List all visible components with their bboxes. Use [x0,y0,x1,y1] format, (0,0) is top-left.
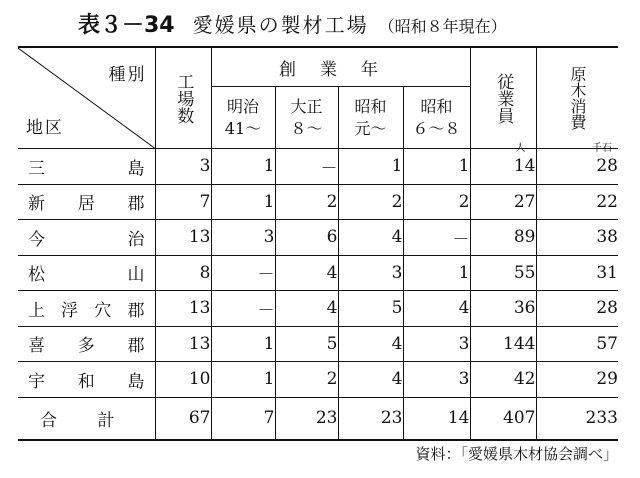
cell-employees: 55 [470,255,536,291]
cell-employees: 27 [470,184,536,220]
cell-timber: 57 [536,326,618,362]
cell-meiji: 1 [211,149,275,185]
area-name: 松 山 [18,255,155,291]
unit-employees: 人 [515,143,526,154]
header-kind-label: 種別 [108,65,147,85]
cell-factories: 7 [155,184,211,220]
cell-timber: 38 [536,220,618,256]
cell-employees: 人 14 [470,149,536,185]
total-meiji: 7 [211,397,275,440]
table-caption: 愛媛県の製材工場 [192,13,369,37]
cell-taisho: 2 [275,184,338,220]
cell-meiji: 1 [211,326,275,362]
header-corner-cell [18,47,155,149]
cell-employees: 89 [470,220,536,256]
header-founding-year: 創業年 [211,47,470,87]
table-body [18,143,618,398]
cell-showa1: 2 [338,184,403,220]
cell-meiji: － [211,291,275,327]
cell-factories: 13 [155,220,211,256]
cell-taisho: 4 [275,255,338,291]
cell-showa6: 4 [403,291,470,327]
cell-taisho: 5 [275,326,338,362]
cell-taisho: 6 [275,220,338,256]
cell-showa1: 3 [338,255,403,291]
header-factories: 工場数 [155,47,211,149]
table-row [18,184,618,220]
cell-employees: 144 [470,326,536,362]
header-period-taisho: 大正 ８～ [275,87,338,149]
sawmill-table [18,46,618,441]
cell-showa6: 1 [403,149,470,185]
total-showa1: 23 [338,397,403,440]
total-showa6: 14 [403,397,470,440]
cell-factories: 10 [155,362,211,398]
header-period-showa1: 昭和 元～ [338,87,403,149]
cell-factories: 3 [155,149,211,185]
total-taisho: 23 [275,397,338,440]
area-name: 三 島 [18,149,155,185]
total-row [18,397,618,440]
cell-factories: 13 [155,291,211,327]
total-factories: 67 [155,397,211,440]
cell-showa6: 3 [403,362,470,398]
cell-meiji: 1 [211,184,275,220]
cell-factories: 8 [155,255,211,291]
table-row [18,220,618,256]
area-name: 新 居 郡 [18,184,155,220]
source-note: 資料：「愛媛県木材協会調べ」 [415,445,618,463]
cell-timber: 28 [536,291,618,327]
cell-employees: 36 [470,291,536,327]
cell-showa1: 4 [338,326,403,362]
cell-meiji: 1 [211,362,275,398]
table-title [78,8,507,40]
area-name: 喜 多 郡 [18,326,155,362]
header-employees: 従業員 [470,47,536,149]
table-row [18,149,618,185]
cell-timber: 31 [536,255,618,291]
cell-taisho: － [275,149,338,185]
table-row [18,326,618,362]
table-row [18,291,618,327]
table-date-note: （昭和８年現在） [378,17,507,36]
cell-factories: 13 [155,326,211,362]
header-area-label: 地区 [26,118,64,138]
cell-showa1: 4 [338,362,403,398]
cell-timber: 29 [536,362,618,398]
cell-meiji: 3 [211,220,275,256]
cell-showa1: 5 [338,291,403,327]
cell-timber: 22 [536,184,618,220]
total-timber: 233 [536,397,618,440]
cell-showa6: 1 [403,255,470,291]
cell-timber: 千石 28 [536,149,618,185]
cell-showa6: 2 [403,184,470,220]
table-row [18,255,618,291]
area-name: 宇 和 島 [18,362,155,398]
cell-taisho: 2 [275,362,338,398]
cell-showa6: 3 [403,326,470,362]
cell-taisho: 4 [275,291,338,327]
header-row-top [18,47,618,87]
total-employees: 407 [470,397,536,440]
header-period-showa6: 昭和 ６～８ [403,87,470,149]
total-label: 合 計 [18,397,155,440]
table-number: 表３－34 [78,13,175,38]
header-period-meiji: 明治 41～ [211,87,275,149]
area-name: 上 浮 穴 郡 [18,291,155,327]
cell-showa1: 1 [338,149,403,185]
header-timber: 原木消費 [536,47,618,149]
area-name: 今 治 [18,220,155,256]
cell-showa6: － [403,220,470,256]
data-table-container [18,46,618,430]
unit-timber: 千石 [592,143,612,154]
cell-meiji: － [211,255,275,291]
cell-showa1: 4 [338,220,403,256]
table-row [18,362,618,398]
cell-employees: 42 [470,362,536,398]
